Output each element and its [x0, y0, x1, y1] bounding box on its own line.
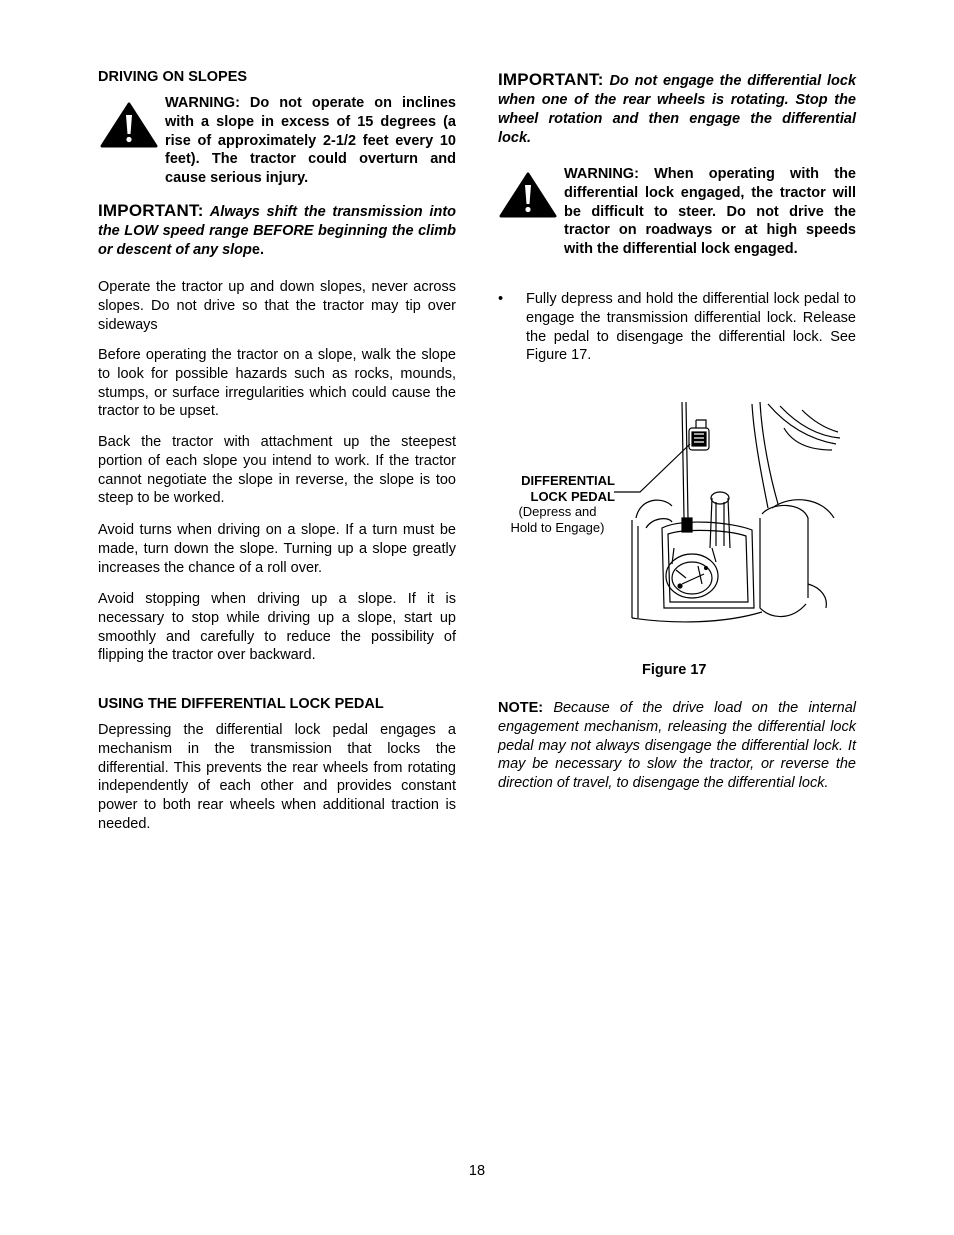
important-text: Always shift the transmission into the LOW speed range BEFORE beginning the climb or descent of any slop	[98, 204, 456, 258]
paragraph-slopes-1: Operate the tractor up and down slopes, never across slopes. Do not drive so that the tractor may tip over sideways	[98, 279, 456, 333]
section-heading-driving-on-slopes: DRIVING ON SLOPES	[98, 69, 248, 85]
note-text: Because of the drive load on the internal engagement mechanism, releasing the differential lock pedal may not always disengage the differential lock. It may be necessary to slow the tractor, or reverse the direction of travel, to disengage the differential lock.	[498, 700, 856, 792]
page-number: 18	[468, 1163, 486, 1179]
callout-leader-line	[614, 444, 690, 492]
paragraph-differential: Depressing the differential lock pedal engages a mechanism in the transmission that locks the differential. This prevents the rear wheels from rotating independently of each other and provides constant power to both rear wheels when additional traction is needed.	[98, 722, 456, 832]
important-label: IMPORTANT:	[98, 201, 204, 220]
warning-triangle-icon	[100, 101, 158, 149]
note-label: NOTE:	[498, 700, 544, 716]
callout-line-3: (Depress and	[518, 504, 597, 519]
callout-line-4: Hold to Engage)	[510, 519, 605, 535]
warning-triangle-icon	[499, 171, 557, 219]
differential-lock-illustration	[612, 398, 844, 626]
bullet-marker: •	[498, 291, 504, 307]
bullet-text: Fully depress and hold the differential lock pedal to engage the transmission differential lock. Release the pedal to disengage the differential lock. See Figure 17.	[526, 291, 856, 364]
important-shift-low	[98, 201, 456, 260]
paragraph-slopes-5: Avoid stopping when driving up a slope. If it is necessary to stop while driving up a slope, start up smoothly and carefully to reduce the possibility of flipping the tractor over backward.	[98, 591, 456, 664]
paragraph-slopes-2: Before operating the tractor on a slope, walk the slope to look for possible hazards such as rocks, mounds, stumps, or surface irregularities which could cause the tractor to be upset.	[98, 347, 456, 420]
figure-caption: Figure 17	[642, 662, 707, 678]
important-differential	[498, 70, 856, 148]
important-tail: e.	[251, 242, 264, 258]
important-text-right: Do not engage the differential lock when one of the rear wheels is rotating. Stop the wheel rotation and then engage the differential lock.	[498, 73, 857, 146]
note-paragraph	[498, 699, 856, 793]
callout-line-1: DIFFERENTIAL	[521, 473, 615, 488]
section-heading-differential-lock: USING THE DIFFERENTIAL LOCK PEDAL	[98, 696, 384, 712]
paragraph-slopes-3: Back the tractor with attachment up the steepest portion of each slope you intend to work. If the tractor cannot negotiate the slope in reverse, the slope is too steep to be worked.	[98, 434, 456, 507]
callout-line-2: LOCK PEDAL	[530, 488, 615, 504]
warning-slopes-text: WARNING: Do not operate on inclines with a slope in excess of 15 degrees (a rise of approximately 2-1/2 feet every 10 feet). The tractor could overturn and cause serious injury.	[165, 95, 456, 187]
warning-differential-text: WARNING: When operating with the differential lock engaged, the tractor will be difficult to steer. Do not drive the tractor on roadways or at high speeds with the differential lock engaged.	[564, 166, 856, 258]
callout-label	[500, 473, 615, 535]
paragraph-slopes-4: Avoid turns when driving on a slope. If a turn must be made, turn down the slope. Turning up a slope greatly increases the chance of a roll over.	[98, 522, 456, 576]
important-label-right: IMPORTANT:	[498, 70, 604, 89]
